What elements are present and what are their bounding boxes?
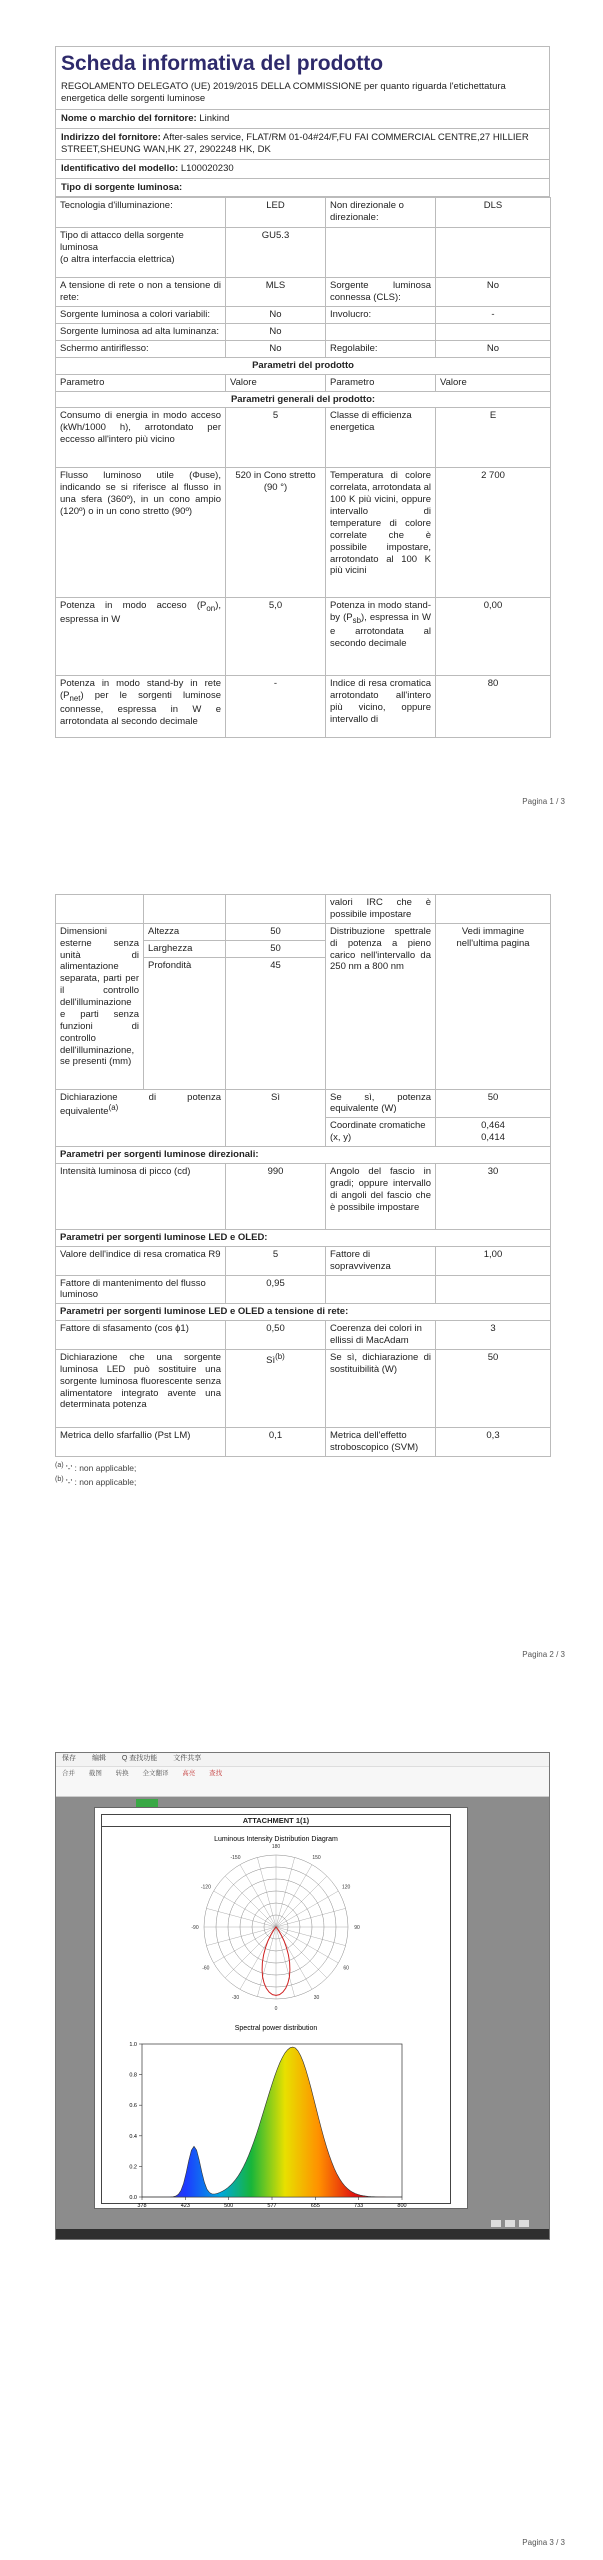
source-type-table	[55, 197, 551, 738]
polar-angle-label: -150	[230, 1855, 241, 1862]
footnote-a: $^{(a)}$ '-' : non applicable;	[55, 1460, 137, 1473]
spd-title: Spectral power distribution	[234, 2024, 318, 2032]
menu-item[interactable]: 文件共享	[173, 1755, 202, 1762]
footnotes	[55, 1461, 550, 1488]
polar-angle-label: 180	[271, 1844, 281, 1851]
product-sheet	[55, 46, 550, 738]
menu-item[interactable]: 保存	[62, 1755, 76, 1762]
viewer-toolbar	[56, 1767, 549, 1797]
table-row: Tipo di attacco della sorgente luminosa (o altra interfaccia elettrica) GU5.3	[56, 228, 551, 278]
attachment-frame	[101, 1814, 451, 2209]
polar-angle-label: 30	[313, 1995, 320, 2002]
polar-angle-label: 60	[343, 1965, 349, 1972]
table-row: Dichiarazione che una sorgente luminosa LED può sostituire una sorgente luminosa fluorescente senza alimentatore integrato avente una determinata potenza $Sì^{(b)}$ Se sì, dichiarazione di sostituibilità (W) 50	[56, 1349, 551, 1427]
polar-angle-label: -90	[191, 1925, 199, 1932]
polar-spoke	[225, 1876, 276, 1927]
polar-spoke	[276, 1891, 338, 1927]
table-row: Potenza in modo acceso $(P_{on})$, espressa in W 5,0 Potenza in modo stand-by $(P_{sb})$, espressa in W e arrotondata al secondo decimale 0,00	[56, 598, 551, 676]
model-identifier: Identificativo del modello: L100020230	[55, 160, 550, 179]
supplier-address: Indirizzo del fornitore: After-sales service, FLAT/RM 01-04#24/F,FU FAI COMMERCIAL CENTRE,27 HILLIER STREET,SHEUNG WAN,HK 27, 2902248 HK, DK	[55, 129, 550, 160]
viewer-menu-bar	[56, 1753, 549, 1767]
table-row: Intensità luminosa di picco (cd) 990 Angolo del fascio in gradi; oppure intervallo di angoli del fascio che è possibile impostare 30	[56, 1163, 551, 1229]
table-row: Tecnologia d'illuminazione: LED Non direzionale o direzionale: DLS	[56, 198, 551, 228]
table-row: Larghezza 50	[56, 940, 551, 957]
regulation-intro: REGOLAMENTO DELEGATO (UE) 2019/2015 DELLA COMMISSIONE per quanto riguarda l'etichettatura energetica delle sorgenti luminose	[55, 79, 550, 110]
table-row: Parametri per sorgenti luminose direzionali:	[56, 1147, 551, 1164]
pdf-viewer-screenshot	[55, 1752, 550, 2240]
table-row: A tensione di rete o non a tensione di rete: MLS Sorgente luminosa connessa (CLS): No	[56, 278, 551, 307]
toolbar-button[interactable]: 全文翻译	[142, 1770, 169, 1777]
table-row: Valore dell'indice di resa cromatica R9 5 Fattore di sopravvivenza 1,00	[56, 1246, 551, 1275]
spd-y-tick-label: 0.8	[129, 2072, 137, 2079]
table-row: Parametri del prodotto	[56, 357, 551, 374]
page-title: Scheda informativa del prodotto	[55, 46, 550, 79]
zoom-button[interactable]	[491, 2220, 501, 2227]
footnote-b: $^{(b)}$ '-' : non applicable;	[55, 1475, 137, 1487]
spd-y-tick-label: 1.0	[129, 2041, 137, 2048]
spd-x-tick-label: 378	[137, 2202, 147, 2209]
table-row: Parametri generali del prodotto:	[56, 391, 551, 408]
polar-spoke	[276, 1865, 312, 1927]
highlight-marker	[136, 1799, 158, 1807]
spd-y-tick-label: 0.6	[129, 2103, 137, 2110]
polar-angle-label: 120	[341, 1884, 351, 1891]
page-view-button[interactable]	[519, 2220, 529, 2227]
source-type-heading: Tipo di sorgente luminosa:	[55, 179, 550, 198]
table-row: Flusso luminoso utile (Φuse), indicando se si riferisce al flusso in una sfera (360º), in un cono ampio (120º) o in un cono stretto (90º) 520 in Cono stretto (90 °) Temperatura di colore correlata, arrotondata al 100 K più vicini, oppure intervallo di temperature di colore correlate che è possibile impostare, arrotondato al 100 K più vicini 2 700	[56, 468, 551, 598]
polar-diagram	[102, 1827, 450, 2017]
table-row: Dimensioni esterne senza unità di alimentazione separata, parti per il controllo dell'illuminazione e parti senza funzioni di controllo dell'illuminazione, se presenti (mm) Altezza 50 Distribuzione spettrale di potenza a pieno carico nell'intervallo da 250 nm a 800 nm Vedi immagine nell'ultima pagina	[56, 923, 551, 940]
table-row: Coordinate cromatiche (x, y) 0,464 0,414	[56, 1118, 551, 1147]
menu-item[interactable]: Q 查找功能	[121, 1755, 158, 1762]
toolbar-button[interactable]: 合并	[62, 1770, 75, 1777]
spd-x-tick-label: 733	[354, 2202, 364, 2209]
table-row: valori IRC che è possibile impostare	[56, 895, 551, 924]
spd-x-tick-label: 655	[310, 2202, 320, 2209]
polar-angle-label: -120	[200, 1884, 211, 1891]
table-row: Parametri per sorgenti luminose LED e OLED:	[56, 1229, 551, 1246]
toolbar-button[interactable]: 高亮	[182, 1770, 196, 1777]
polar-spoke	[276, 1876, 327, 1927]
polar-angle-label: 150	[312, 1855, 321, 1862]
page-number: Pagina 1 / 3	[522, 797, 565, 806]
polar-angle-label: 90	[354, 1925, 360, 1932]
page-1	[0, 0, 603, 840]
polar-angle-label: -30	[231, 1995, 240, 2002]
viewer-status-bar	[56, 2229, 549, 2239]
spd-x-tick-label: 577	[267, 2202, 277, 2209]
table-row: Schermo antiriflesso: No Regolabile: No	[56, 340, 551, 357]
table-row: Sorgente luminosa a colori variabili: No Involucro: -	[56, 307, 551, 324]
polar-spoke	[276, 1927, 327, 1978]
spd-chart	[102, 2022, 450, 2212]
page-view-button[interactable]	[505, 2220, 515, 2227]
table-row: Consumo di energia in modo acceso (kWh/1000 h), arrotondato per eccesso all'intero più vicino 5 Classe di efficienza energetica E	[56, 408, 551, 468]
menu-item[interactable]: 编辑	[91, 1755, 106, 1762]
polar-spoke	[240, 1865, 276, 1927]
spd-x-tick-label: 800	[397, 2202, 407, 2209]
spd-y-tick-label: 0.0	[129, 2194, 137, 2201]
attachment-sheet	[94, 1807, 468, 2209]
polar-angle-label: 0	[274, 2006, 278, 2013]
page-number: Pagina 2 / 3	[522, 1650, 565, 1659]
spd-y-tick-label: 0.4	[129, 2133, 137, 2140]
spd-curve	[142, 2047, 402, 2197]
product-sheet-continued	[55, 894, 550, 1490]
toolbar-button[interactable]: 转换	[115, 1770, 129, 1777]
table-row: Sorgente luminosa ad alta luminanza: No	[56, 324, 551, 341]
attachment-title: ATTACHMENT 1(1)	[102, 1815, 450, 1827]
table-row: Fattore di sfasamento (cos ϕ1) 0,50 Coerenza dei colori in ellissi di MacAdam 3	[56, 1321, 551, 1350]
spd-y-tick-label: 0.2	[129, 2164, 137, 2171]
polar-spoke	[214, 1891, 276, 1927]
page-2	[0, 840, 603, 1680]
search-icon[interactable]: 查找	[209, 1770, 223, 1777]
table-row: Parametri per sorgenti luminose LED e OLED a tensione di rete:	[56, 1304, 551, 1321]
toolbar-button[interactable]: 截图	[88, 1770, 102, 1777]
table-row: Fattore di mantenimento del flusso luminoso 0,95	[56, 1275, 551, 1304]
table-row: Potenza in modo stand-by in rete $(P_{net})$ per le sorgenti luminose connesse, espressa in W e arrotondata al secondo decimale - Indice di resa cromatica arrotondato all'intero più vicino, oppure intervallo di 80	[56, 676, 551, 738]
page-3	[0, 1680, 603, 2560]
polar-title: Luminous Intensity Distribution Diagram	[214, 1836, 338, 1844]
spd-x-tick-label: 500	[224, 2202, 234, 2209]
table-header: Parametro Valore Parametro Valore	[56, 374, 551, 391]
polar-angle-label: -60	[202, 1965, 210, 1972]
page-number: Pagina 3 / 3	[522, 2538, 565, 2547]
table-row: Profondità 45	[56, 957, 551, 1089]
spd-x-tick-label: 423	[180, 2202, 190, 2209]
table-row: Metrica dello sfarfallio (Pst LM) 0,1 Metrica dell'effetto stroboscopico (SVM) 0,3	[56, 1427, 551, 1456]
polar-spoke	[225, 1927, 276, 1978]
table-row: Dichiarazione di potenza equivalente$^{(a)}$ Sì Se sì, potenza equivalente (W) 50	[56, 1089, 551, 1118]
dimensions-table	[55, 894, 551, 1457]
supplier-name: Nome o marchio del fornitore: Linkind	[55, 110, 550, 129]
